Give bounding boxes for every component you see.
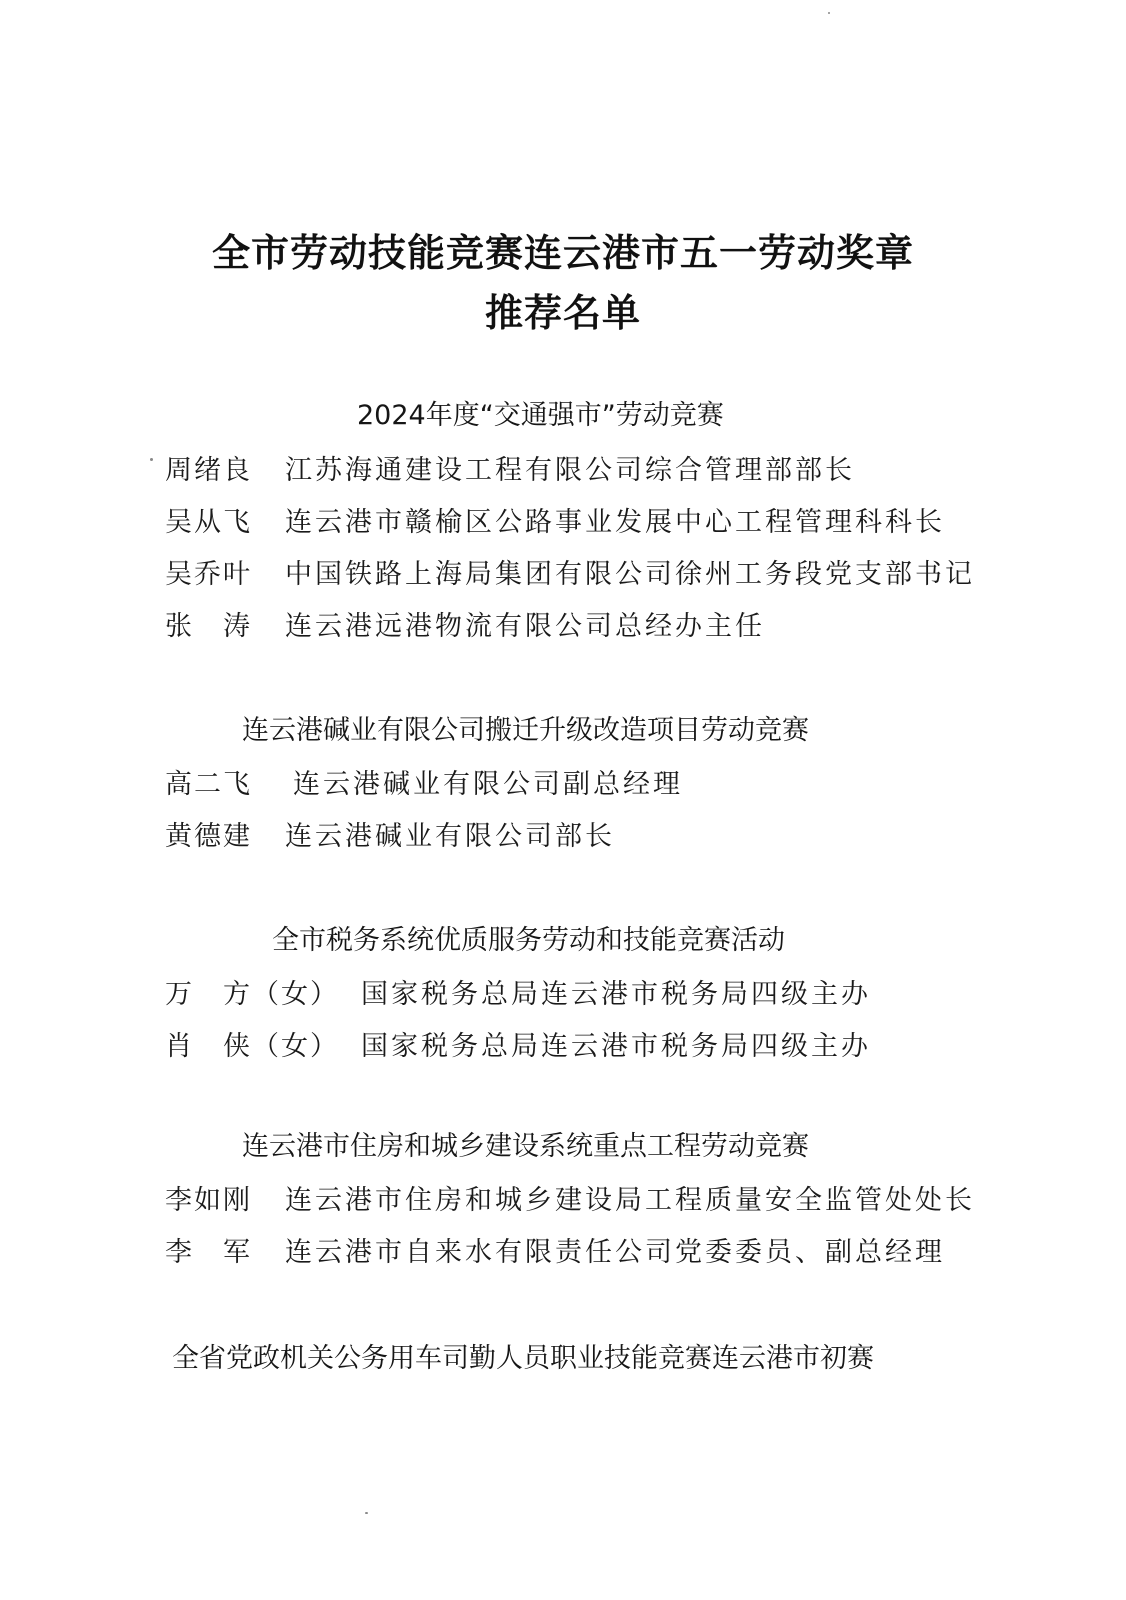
entry-role: 连云港市自来水有限责任公司党委委员、副总经理 (285, 1237, 945, 1268)
entry-role: 连云港市赣榆区公路事业发展中心工程管理科科长 (285, 507, 945, 538)
entry-role: 连云港碱业有限公司副总经理 (293, 769, 683, 800)
entry-role: 中国铁路上海局集团有限公司徐州工务段党支部书记 (285, 559, 975, 590)
section-heading-driver-skills: 全省党政机关公务用车司勤人员职业技能竞赛连云港市初赛 (172, 1343, 874, 1374)
scan-speck (365, 1512, 368, 1514)
entry-name: 周绪良 (165, 455, 252, 486)
entry-name: 吴从飞 (165, 507, 252, 538)
scan-speck (150, 458, 153, 461)
section-heading-housing: 连云港市住房和城乡建设系统重点工程劳动竞赛 (242, 1131, 809, 1162)
section-heading-soda-ash: 连云港碱业有限公司搬迁升级改造项目劳动竞赛 (242, 715, 809, 746)
entry-role: 连云港远港物流有限公司总经办主任 (285, 611, 765, 642)
entry-role: 连云港市住房和城乡建设局工程质量安全监管处处长 (285, 1185, 975, 1216)
entry-name: 黄德建 (165, 821, 252, 852)
entry-name: 万 方（女） (165, 979, 339, 1010)
entry-name: 高二飞 (165, 769, 252, 800)
entry-name: 李如刚 (165, 1185, 252, 1216)
section-heading-transport: 2024年度“交通强市”劳动竞赛 (357, 400, 724, 431)
section-heading-tax: 全市税务系统优质服务劳动和技能竞赛活动 (272, 925, 785, 956)
entry-name: 肖 侠（女） (165, 1031, 339, 1062)
entry-name: 张 涛 (165, 611, 252, 642)
entry-name: 李 军 (165, 1237, 252, 1268)
entry-name: 吴乔叶 (165, 559, 252, 590)
entry-role: 连云港碱业有限公司部长 (285, 821, 615, 852)
entry-role: 国家税务总局连云港市税务局四级主办 (361, 1031, 871, 1062)
scan-speck (828, 12, 830, 14)
document-title-line-1: 全市劳动技能竞赛连云港市五一劳动奖章 (211, 231, 914, 275)
document-title-line-2: 推荐名单 (484, 291, 641, 335)
entry-role: 江苏海通建设工程有限公司综合管理部部长 (285, 455, 855, 486)
entry-role: 国家税务总局连云港市税务局四级主办 (361, 979, 871, 1010)
